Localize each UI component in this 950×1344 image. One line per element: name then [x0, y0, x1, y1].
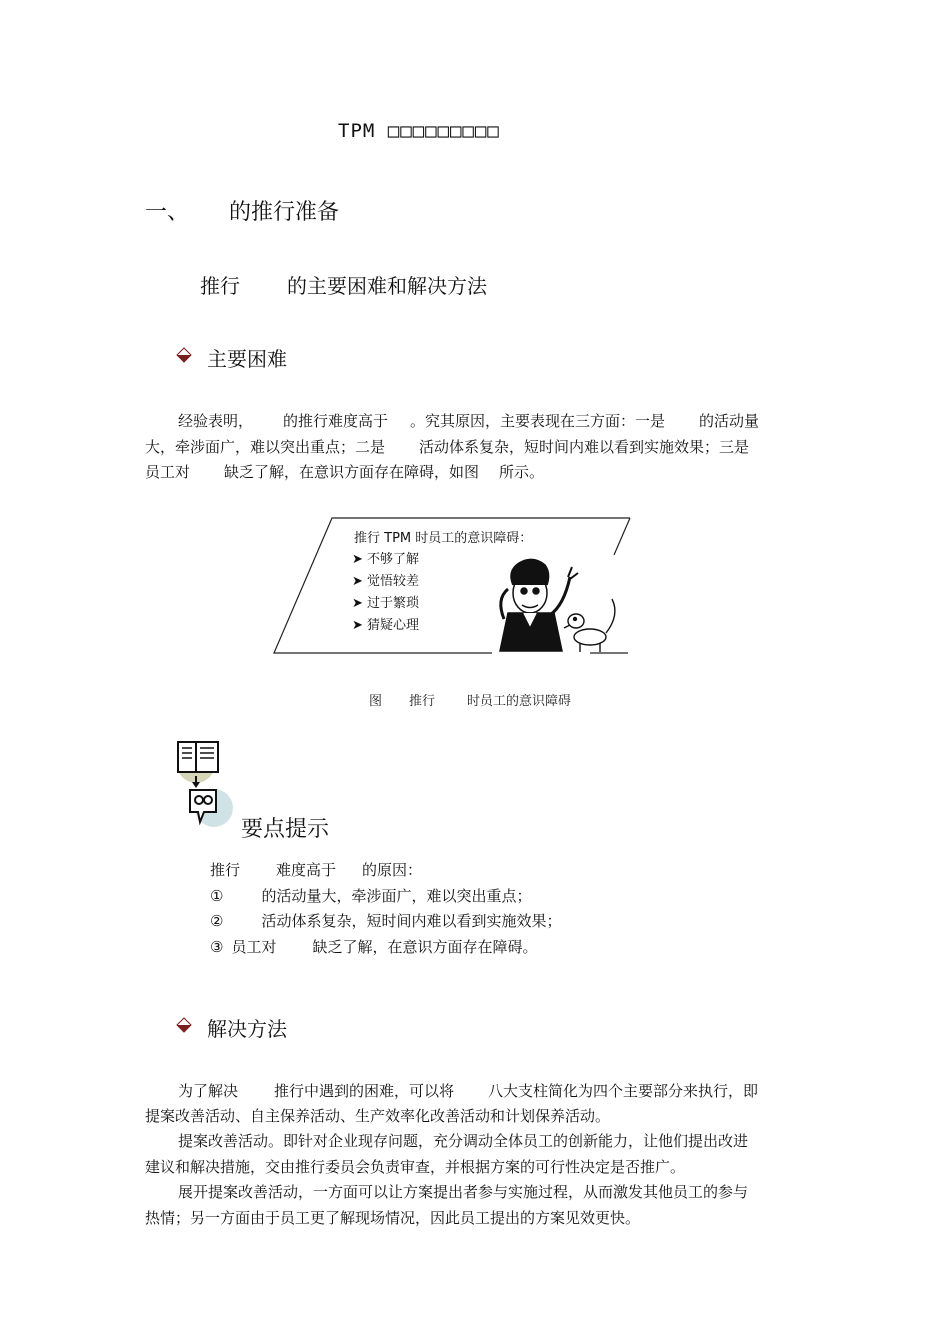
figure-list-item [352, 614, 419, 633]
text-fragment: 的推行难度高于 [283, 412, 389, 430]
arrow-bullet-icon: ➤ [352, 618, 368, 633]
arrow-bullet-icon: ➤ [352, 574, 368, 589]
tips-list [210, 858, 561, 960]
section-heading: 的推行准备 [229, 200, 340, 225]
arrow-bullet-icon: ➤ [352, 552, 368, 567]
text-fragment: 所示。 [499, 463, 545, 481]
tips-item [210, 935, 561, 961]
book-to-idea-icon [174, 738, 236, 830]
section-number: 一、 [145, 200, 190, 225]
figure-list-item [352, 592, 419, 611]
item-marker: ① [210, 886, 224, 905]
figure-list-item [352, 548, 419, 567]
paragraph-line: 建议和解决措施，交由推行委员会负责审查，并根据方案的可行性决定是否推广。 [145, 1158, 686, 1176]
text-fragment: 大，牵涉面广，难以突出重点；二是 [145, 438, 386, 456]
figure-list-item [352, 570, 419, 589]
item-marker: ③ [210, 937, 224, 956]
paragraph-line: 热情；另一方面由于员工更了解现场情况，因此员工提出的方案见效更快。 [145, 1209, 641, 1227]
diamond-bullet-icon [176, 347, 192, 367]
solutions-heading: 解决方法 [207, 1017, 287, 1041]
text-fragment: 八大支柱简化为四个主要部分来执行，即 [488, 1082, 759, 1100]
tips-item [210, 909, 561, 935]
subsection-prefix: 推行 [200, 274, 240, 298]
paragraph-line: 提案改善活动。即针对企业现存问题，充分调动全体员工的创新能力，让他们提出改进 [178, 1132, 749, 1150]
paragraph-line [145, 461, 544, 482]
item-marker: ② [210, 912, 224, 930]
text-fragment: 经验表明， [178, 412, 254, 430]
text-fragment: 为了解决 [178, 1082, 239, 1100]
text-fragment: 推行 [210, 861, 241, 879]
text-fragment: 活动体系复杂，短时间内难以看到实施效果；三是 [419, 438, 750, 456]
figure-caption-part: 推行 [409, 694, 436, 709]
text-fragment: 缺乏了解，在意识方面存在障碍。 [312, 937, 538, 956]
figure-box-title: 推行 TPM 时员工的意识障碍： [354, 531, 533, 546]
paragraph-line [178, 1080, 758, 1101]
text-fragment: 推行中遇到的困难，可以将 [274, 1082, 455, 1100]
tips-item [210, 884, 561, 910]
figure-caption-text: 时员工的意识障碍 [467, 694, 572, 709]
text-fragment: 缺乏了解，在意识方面存在障碍，如图 [224, 463, 480, 481]
tips-heading: 要点提示 [241, 817, 330, 842]
paragraph-line: 提案改善活动、自主保养活动、生产效率化改善活动和计划保养活动。 [145, 1107, 611, 1125]
figure-item-text: 猜疑心理 [367, 618, 420, 633]
text-fragment: 活动体系复杂，短时间内难以看到实施效果； [261, 912, 562, 930]
document-title: TPM □□□□□□□□□ [338, 120, 500, 142]
text-fragment: 难度高于 [276, 861, 337, 879]
difficulties-heading: 主要困难 [207, 347, 287, 371]
diamond-bullet-icon [176, 1017, 192, 1037]
text-fragment: 员工对 [231, 937, 277, 956]
paragraph-line [145, 436, 749, 457]
text-fragment: 的原因： [362, 861, 423, 879]
figure-item-text: 觉悟较差 [367, 574, 420, 589]
paragraph-line: 展开提案改善活动，一方面可以让方案提出者参与实施过程，从而激发其他员工的参与 [178, 1183, 749, 1201]
text-fragment: 的活动量 [699, 412, 760, 430]
dog-illustration [564, 599, 615, 652]
text-fragment: 的活动量大，牵涉面广，难以突出重点； [261, 886, 532, 905]
tips-intro [210, 858, 561, 884]
figure [272, 515, 632, 655]
figure-caption-label: 图 [369, 694, 383, 709]
figure-item-text: 过于繁琐 [367, 596, 420, 611]
thinking-man-illustration [500, 559, 578, 651]
paragraph-line [178, 410, 759, 431]
arrow-bullet-icon: ➤ [352, 596, 368, 611]
text-fragment: 员工对 [145, 463, 191, 481]
text-fragment: 。究其原因，主要表现在三方面：一是 [410, 412, 666, 430]
subsection-heading: 的主要困难和解决方法 [287, 274, 487, 298]
figure-item-text: 不够了解 [367, 552, 420, 567]
